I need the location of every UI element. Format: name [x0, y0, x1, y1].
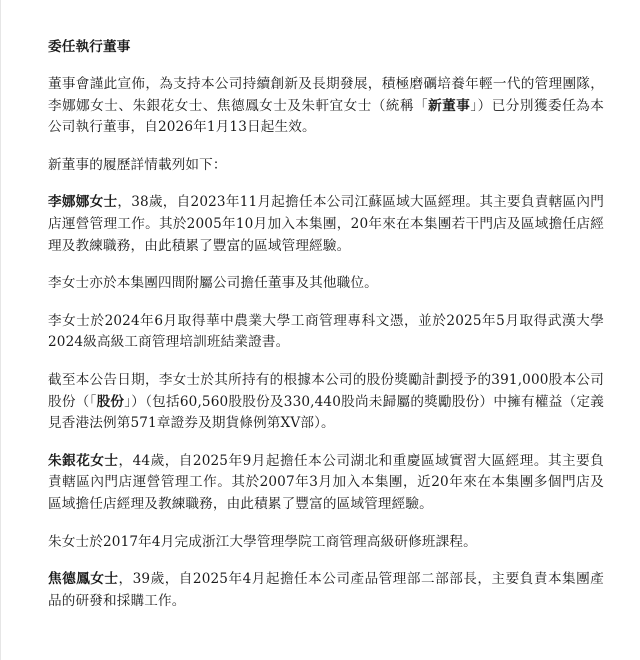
director-1-other-roles: 李女士亦於本集團四間附屬公司擔任董事及其他職位。	[48, 275, 378, 292]
director-2-bio-paragraph	[48, 451, 604, 516]
director-1-education: 李女士於2024年6月取得華中農業大學工商管理專科文憑，並於2025年5月取得武漢大學2024級高級工商管理培訓班結業證書。	[48, 312, 604, 351]
intro-paragraph	[48, 74, 604, 139]
defined-term-shares: 股份	[96, 393, 125, 410]
director-2-name: 朱銀花女士	[48, 452, 119, 469]
director-2-education: 朱女士於2017年4月完成浙江大學管理學院工商管理高級研修班課程。	[48, 533, 477, 550]
defined-term-new-directors: 新董事	[428, 97, 471, 114]
shares-text-before: 截至本公告日期，李女士於其所持有的根據本公司的股份獎勵計劃授予的391,000股本公司股份（「	[48, 371, 604, 410]
director-1-bio: ，38歲，自2023年11月起擔任本公司江蘇區域大區經理。其主要負責轄區內門店運營管理工作。其於2005年10月加入本集團，20年來在本集團若干門店及區域擔任店經理及教練職務，由此積累了豐富的區域管理經驗。	[48, 194, 605, 254]
director-3-bio-paragraph	[48, 569, 604, 612]
director-1-shares-paragraph	[48, 370, 604, 435]
director-2-bio: ，44歲，自2025年9月起擔任本公司湖北和重慶區域實習大區經理。其主要負責轄區內門店運營管理工作。其於2007年3月加入本集團，近20年來在本集團多個門店及區域擔任店經理及教練職務，由此積累了豐富的區域管理經驗。	[48, 452, 605, 512]
director-1-name: 李娜娜女士	[48, 194, 118, 211]
director-3-name: 焦德鳳女士	[48, 571, 119, 588]
section-heading: 委任執行董事	[48, 39, 131, 55]
details-intro-paragraph: 新董事的履歷詳情載列如下：	[48, 156, 227, 173]
document-body	[48, 36, 604, 628]
director-1-bio-paragraph	[48, 192, 604, 257]
intro-text-before: 董事會謹此宣佈，為支持本公司持續創新及長期發展，積極磨礪培養年輕一代的管理團隊，李娜娜女士、朱銀花女士、焦德鳳女士及朱軒宜女士（統稱「	[48, 76, 604, 114]
intro-text-after: 」）已分別獲委任為本公司執行董事，自2026年1月13日起生效。	[48, 97, 604, 136]
director-3-bio: ，39歲，自2025年4月起擔任本公司產品管理部二部部長，主要負責本集團產品的研發和採購工作。	[48, 571, 605, 609]
shares-text-after: 」）（包括60,560股股份及330,440股尚未歸屬的獎勵股份）中擁有權益（定義見香港法例第571章證券及期貨條例第XV部）。	[48, 393, 604, 432]
